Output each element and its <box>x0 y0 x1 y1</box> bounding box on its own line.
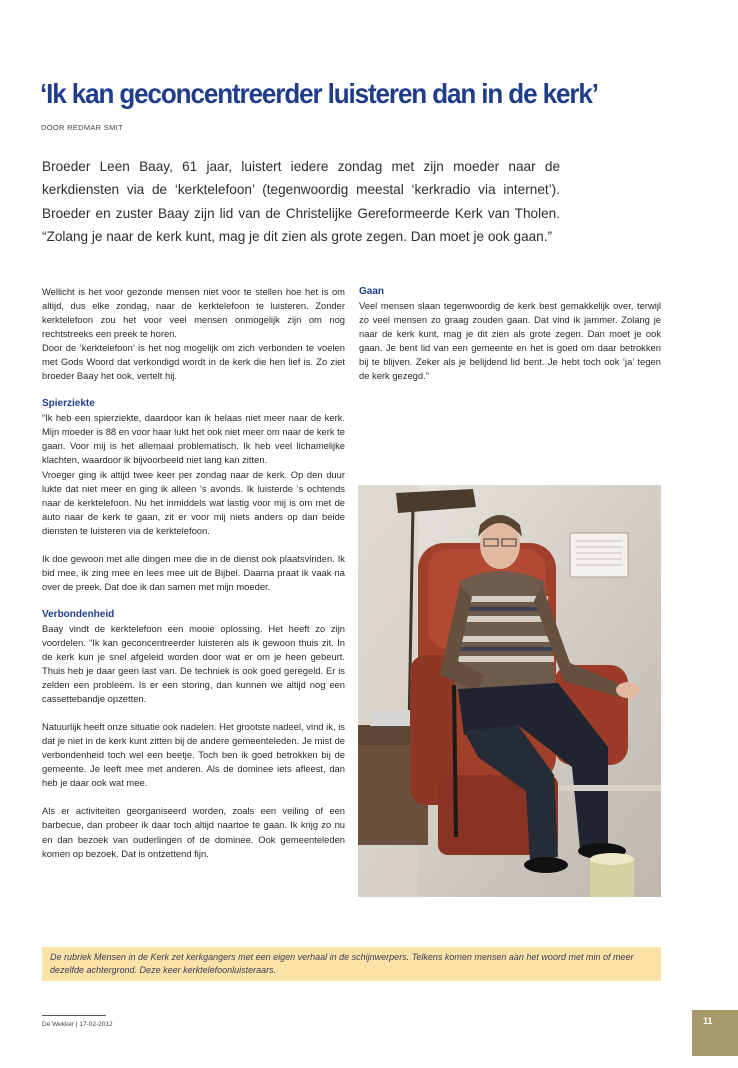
byline: DOOR REDMAR SMIT <box>41 123 123 132</box>
section-heading-gaan: Gaan <box>359 286 385 297</box>
info-box: De rubriek Mensen in de Kerk zet kerkgangers met een eigen verhaal in de schijnwerpers. Telkens komen mensen aan het woord met min of meer dezelfde achtergrond. Deze keer kerktelefoonluisteraars. <box>42 947 661 981</box>
right-column <box>359 285 661 383</box>
body-paragraph: “Ik heb een spierziekte, daardoor kan ik helaas niet meer naar de kerk. Mijn moeder is 88 en voor haar lukt het ook niet meer om naar de kerk te gaan. Voor mij is het allemaal problematisch. Ik heb veel lichamelijke klachten, waardoor ik bijvoorbeeld niet lang kan zitten. <box>42 412 345 466</box>
left-column <box>42 285 345 861</box>
body-paragraph: Ik doe gewoon met alle dingen mee die in de dienst ook plaatsvinden. Ik bid mee, ik zing mee en lees mee uit de Bijbel. Daarna praat ik vaak na over de preek. Dat doe ik dan samen met mijn moeder. <box>42 552 345 592</box>
body-paragraph: Vroeger ging ik altijd twee keer per zondag naar de kerk. Op den duur lukte dat niet meer en ging ik alleen ‘s avonds. Ik luisterde ‘s ochtends naar de kerktelefoon. Nu het inmiddels wat lastig voor mij is om met de auto naar de kerk te gaan, zit er voor mij niets anders op dan beide diensten te luisteren via de kerktelefoon. <box>42 468 345 536</box>
article-photo <box>358 485 661 897</box>
body-paragraph: Baay vindt de kerktelefoon een mooie oplossing. Het heeft zo zijn voordelen. “Ik kan geconcentreerder luisteren als ik gewoon thuis zit. In de kerk kun je snel afgeleid worden door wat er om je heen gebeurt. Thuis heb je daar geen last van. De techniek is ook goed geregeld. Er is zelden een probleem. Is er een storing, dan kunnen we altijd nog een cassettebandje opzetten. <box>42 622 345 705</box>
body-paragraph: Natuurlijk heeft onze situatie ook nadelen. Het grootste nadeel, vind ik, is dat je niet in de kerk kunt zitten bij de andere gemeenteleden. Je mist de verbondenheid toch wel een beetje. Toch ben ik goed betrokken bij de gemeente. Je leeft mee met anderen. Als de dominee iets afleest, dan heb je daar ook wat mee. <box>42 721 345 789</box>
body-paragraph: Als er activiteiten georganiseerd worden, zoals een veiling of een barbecue, dan probeer ik daar toch altijd naartoe te gaan. Ik krijg zo nu en dan bezoek van ouderlingen of de dominee. Ook gemeenteleden komen op bezoek. Dat is ontzettend fijn. <box>42 805 345 859</box>
footer-divider <box>42 1015 106 1016</box>
body-paragraph: Wellicht is het voor gezonde mensen niet voor te stellen hoe het is om altijd, dus elke zondag, naar de kerktelefoon te luisteren. Zonder kerktelefoon zou het voor veel mensen onmogelijk zijn om nog rechtstreeks een preek te horen. <box>42 286 345 340</box>
footer-publication: De Wekker | 17-02-2012 <box>42 1021 113 1028</box>
photo-illustration <box>358 485 661 897</box>
article-title: ‘Ik kan geconcentreerder luisteren dan in de kerk’ <box>40 78 598 109</box>
body-paragraph: Door de ‘kerktelefoon’ is het nog mogelijk om zich verbonden te voelen met Gods Woord dat verkondigd wordt in de kerk die hen lief is. Zo ziet broeder Baay het ook, vertelt hij. <box>42 342 345 382</box>
section-heading-spierziekte: Spierziekte <box>42 398 95 410</box>
body-paragraph: Veel mensen slaan tegenwoordig de kerk best gemakkelijk over, terwijl zo veel mensen zo graag zouden gaan. Dat vind ik jammer. Zolang je naar de kerk kunt, mag je dit zien als grote zegen. Dan moet je ook gaan. Je bent lid van een gemeente en het is goed om daar betrokken bij te blijven. Zeker als je belijdend lid bent. Je hebt toch ook ‘ja’ tegen de kerk gezegd.” <box>359 300 661 382</box>
intro-paragraph: Broeder Leen Baay, 61 jaar, luistert iedere zondag met zijn moeder naar de kerkdiensten via de ‘kerktelefoon’ (tegenwoordig meestal ‘kerkradio via internet’). Broeder en zuster Baay zijn lid van de Christelijke Gereformeerde Kerk van Tholen. “Zolang je naar de kerk kunt, mag je dit zien als grote zegen. Dan moet je ook gaan.” <box>42 159 560 245</box>
page-number-box <box>692 1010 738 1056</box>
section-heading-verbondenheid: Verbondenheid <box>42 608 115 620</box>
page-number: 11 <box>703 1016 713 1026</box>
